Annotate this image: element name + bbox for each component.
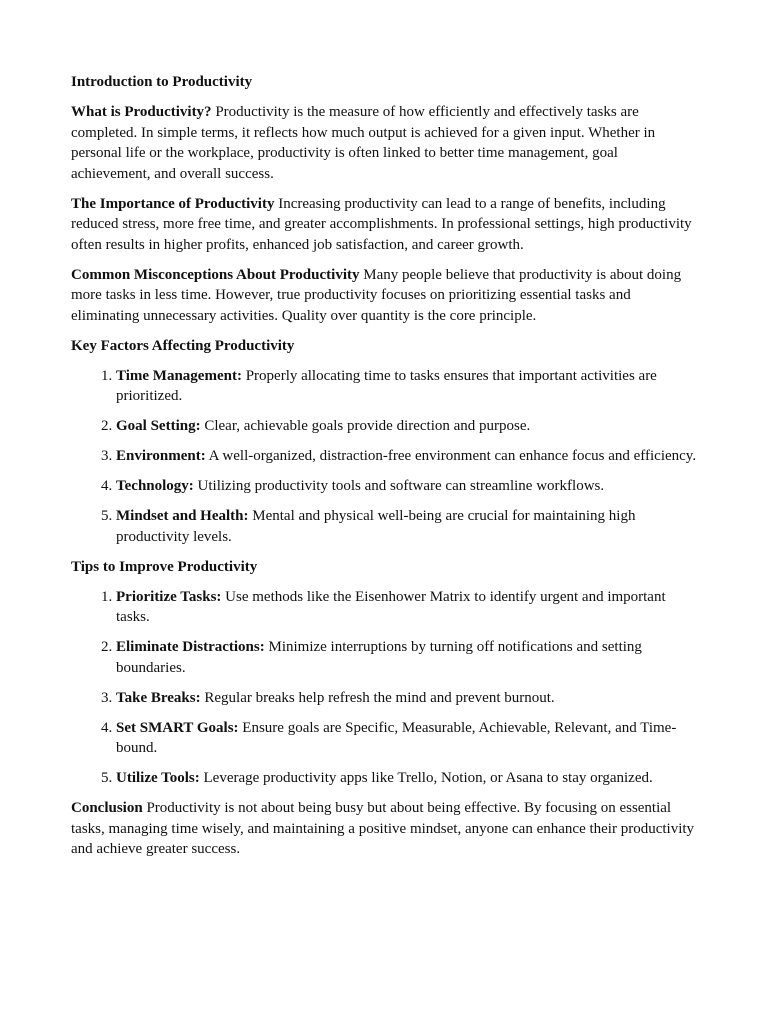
list-item <box>116 446 701 467</box>
list-item-text: Properly allocating time to tasks ensures that important activities are prioritized. <box>116 367 657 404</box>
list-item <box>116 718 701 759</box>
list-item-text: Clear, achievable goals provide direction and purpose. <box>200 418 531 434</box>
list-item-term: Prioritize Tasks: <box>116 588 222 605</box>
list-item <box>116 476 701 497</box>
list-item <box>116 587 701 628</box>
list-item-term: Goal Setting: <box>116 418 201 434</box>
tips-list <box>71 587 701 789</box>
paragraph-text: Increasing productivity can lead to a range of benefits, including reduced stress, more free time, and greater accomplishments. In professional settings, high productivity often results in higher profits, enhanced job satisfaction, and career growth. <box>71 195 692 253</box>
list-item-text: Use methods like the Eisenhower Matrix to identify urgent and important tasks. <box>116 588 666 625</box>
paragraph-text: Productivity is the measure of how efficiently and effectively tasks are completed. In simple terms, it reflects how much output is achieved for a given input. Whether in personal life or the workplace, productivity is often linked to better time management, goal achievement, and overall success. <box>71 104 656 182</box>
list-item-text: Mental and physical well-being are crucial for maintaining high productivity levels. <box>116 508 636 545</box>
list-item-text: Minimize interruptions by turning off notifications and setting boundaries. <box>116 639 642 676</box>
list-item <box>116 416 701 437</box>
paragraph-what-is-productivity <box>71 102 701 184</box>
list-item-text: Regular breaks help refresh the mind and prevent burnout. <box>200 689 555 706</box>
paragraph-term: The Importance of Productivity <box>71 195 275 212</box>
list-item-text: Ensure goals are Specific, Measurable, Achievable, Relevant, and Time-bound. <box>116 719 677 756</box>
list-item <box>116 637 701 678</box>
list-item <box>116 366 701 407</box>
list-item-term: Mindset and Health: <box>116 508 249 524</box>
list-item <box>116 768 701 789</box>
paragraph-misconceptions <box>71 265 701 327</box>
paragraph-conclusion <box>71 798 701 860</box>
paragraph-term: Common Misconceptions About Productivity <box>71 266 360 283</box>
list-item-term: Environment: <box>116 448 206 464</box>
paragraph-text: Many people believe that productivity is about doing more tasks in less time. However, true productivity focuses on prioritizing essential tasks and eliminating unnecessary activities. Quality over quantity is the core principle. <box>71 266 682 324</box>
document-body <box>71 72 701 869</box>
list-item-term: Time Management: <box>116 367 242 384</box>
paragraph-term: What is Productivity? <box>71 104 212 120</box>
list-item-term: Utilize Tools: <box>116 770 200 786</box>
list-item-term: Technology: <box>116 478 194 494</box>
list-item <box>116 688 701 709</box>
paragraph-importance <box>71 194 701 256</box>
list-item-text: Utilizing productivity tools and software can streamline workflows. <box>193 478 605 494</box>
factors-list <box>71 366 701 548</box>
list-item-text: A well-organized, distraction-free environment can enhance focus and efficiency. <box>205 448 697 464</box>
list-item-text: Leverage productivity apps like Trello, Notion, or Asana to stay organized. <box>199 770 653 786</box>
section-heading-factors: Key Factors Affecting Productivity <box>71 337 295 354</box>
list-item <box>116 506 701 547</box>
list-item-term: Set SMART Goals: <box>116 719 239 736</box>
paragraph-text: Productivity is not about being busy but about being effective. By focusing on essential tasks, managing time wisely, and maintaining a positive mindset, anyone can enhance their productivity and achieve greater success. <box>71 800 695 857</box>
paragraph-term: Conclusion <box>71 800 143 816</box>
section-heading-tips: Tips to Improve Productivity <box>71 558 258 575</box>
list-item-term: Take Breaks: <box>116 689 201 706</box>
document-title: Introduction to Productivity <box>71 74 253 90</box>
list-item-term: Eliminate Distractions: <box>116 639 265 655</box>
